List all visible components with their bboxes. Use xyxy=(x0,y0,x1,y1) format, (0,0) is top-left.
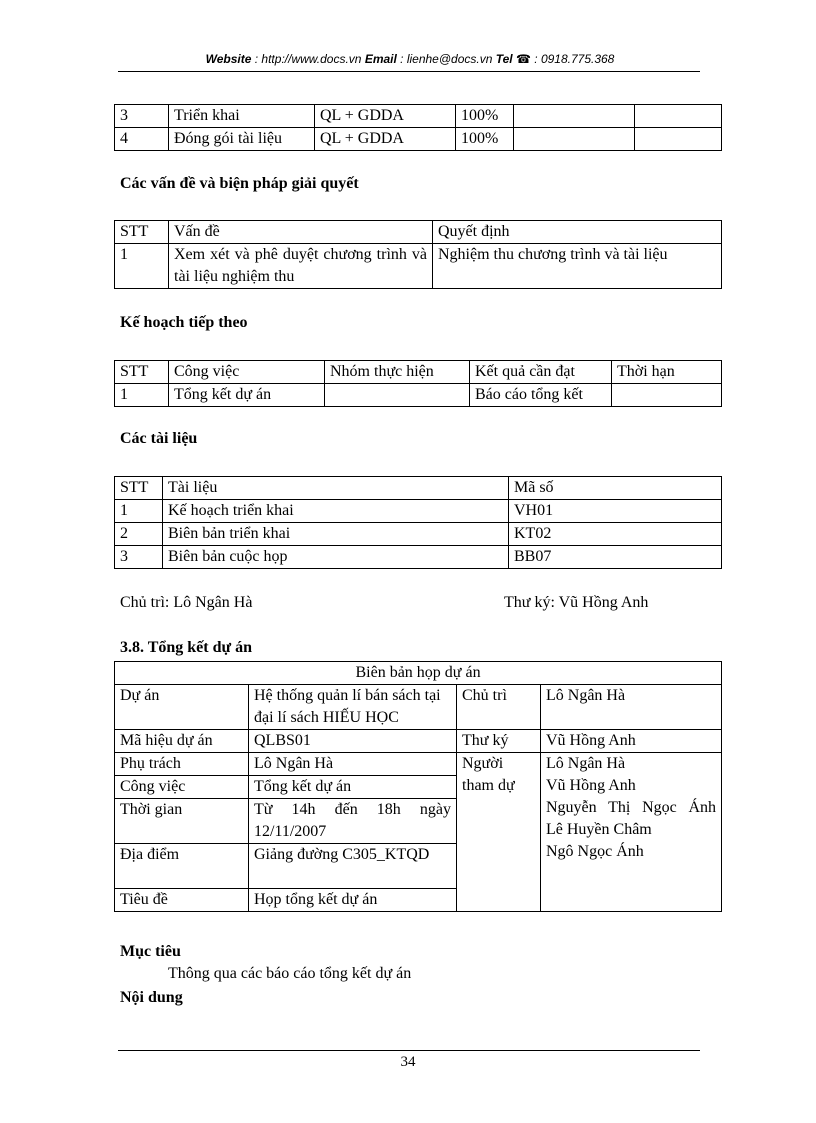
documents-heading: Các tài liệu xyxy=(120,430,198,447)
chair-label: Chủ trì xyxy=(457,685,541,730)
doc-cell: VH01 xyxy=(509,500,722,523)
attendee: Vũ Hồng Anh xyxy=(546,777,636,794)
attendee: Lô Ngân Hà xyxy=(546,755,626,772)
attendee: Ngô Ngọc Ánh xyxy=(546,843,644,860)
attendee: Lê Huyền Châm xyxy=(546,821,652,838)
next-plan-heading: Kế hoạch tiếp theo xyxy=(120,314,248,331)
column-header: Công việc xyxy=(169,361,325,384)
subject-label: Tiêu đề xyxy=(115,889,249,912)
doc-cell: KT02 xyxy=(509,523,722,546)
secretary-value: Vũ Hồng Anh xyxy=(541,730,722,753)
column-header: Tài liệu xyxy=(163,477,509,500)
attendee: Nguyễn Thị Ngọc Ánh xyxy=(546,799,717,816)
summary-heading: 3.8. Tổng kết dự án xyxy=(120,639,253,656)
task-cell: 100% xyxy=(456,128,514,151)
time-label: Thời gian xyxy=(115,799,249,844)
table-row xyxy=(115,128,722,151)
chair-signature: Chủ trì: Lô Ngân Hà xyxy=(120,594,253,611)
table-header-row xyxy=(115,361,722,384)
column-header: Vấn đề xyxy=(169,221,433,244)
task-value: Tổng kết dự án xyxy=(249,776,457,799)
table-row xyxy=(115,500,722,523)
project-label: Dự án xyxy=(115,685,249,730)
doc-cell: 3 xyxy=(115,546,163,569)
documents-table xyxy=(114,476,722,569)
table-row xyxy=(115,384,722,407)
place-value: Giảng đường C305_KTQD xyxy=(249,844,457,889)
task-cell: 3 xyxy=(115,105,169,128)
secretary-signature: Thư ký: Vũ Hồng Anh xyxy=(504,594,649,611)
column-header: STT xyxy=(115,361,169,384)
subject-value: Họp tổng kết dự án xyxy=(249,889,457,912)
code-value: QLBS01 xyxy=(249,730,457,753)
issue-description: Xem xét và phê duyệt chương trình và tài liệu nghiệm thu xyxy=(169,244,433,289)
website-label: Website xyxy=(205,52,252,66)
task-cell xyxy=(514,105,635,128)
table-row xyxy=(115,105,722,128)
summary-table xyxy=(114,661,722,912)
column-header: Thời hạn xyxy=(612,361,722,384)
column-header: STT xyxy=(115,477,163,500)
table-row xyxy=(115,244,722,289)
objective-heading: Mục tiêu xyxy=(120,943,181,960)
doc-cell: 2 xyxy=(115,523,163,546)
email-label: Email xyxy=(364,52,397,66)
phone-icon: ☎ xyxy=(515,52,531,66)
table-header-row xyxy=(115,477,722,500)
doc-cell: Biên bản triển khai xyxy=(163,523,509,546)
footer-divider xyxy=(118,1050,700,1051)
plan-cell: 1 xyxy=(115,384,169,407)
table-row xyxy=(115,546,722,569)
summary-title: Biên bản họp dự án xyxy=(115,662,722,685)
column-header: Kết quả cần đạt xyxy=(470,361,612,384)
secretary-label: Thư ký xyxy=(457,730,541,753)
website-value[interactable]: : http://www.docs.vn xyxy=(251,52,365,66)
plan-cell: Báo cáo tổng kết xyxy=(470,384,612,407)
attendees-list xyxy=(541,753,722,912)
column-header: Quyết định xyxy=(433,221,722,244)
code-label: Mã hiệu dự án xyxy=(115,730,249,753)
attendees-label: Người tham dự xyxy=(457,753,541,912)
table-header-row xyxy=(115,221,722,244)
issue-stt: 1 xyxy=(115,244,169,289)
email-value[interactable]: : lienhe@docs.vn xyxy=(396,52,496,66)
task-cell: QL + GDDA xyxy=(315,128,456,151)
header-divider xyxy=(118,71,700,72)
task-cell: QL + GDDA xyxy=(315,105,456,128)
doc-cell: Biên bản cuộc họp xyxy=(163,546,509,569)
task-cell: Triển khai xyxy=(169,105,315,128)
time-value: Từ 14h đến 18h ngày 12/11/2007 xyxy=(249,799,457,844)
task-cell: 4 xyxy=(115,128,169,151)
task-cell xyxy=(635,105,722,128)
task-table xyxy=(114,104,722,151)
doc-cell: BB07 xyxy=(509,546,722,569)
place-label: Địa điểm xyxy=(115,844,249,889)
lead-value: Lô Ngân Hà xyxy=(249,753,457,776)
plan-cell xyxy=(325,384,470,407)
column-header: Mã số xyxy=(509,477,722,500)
issues-table xyxy=(114,220,722,289)
column-header: Nhóm thực hiện xyxy=(325,361,470,384)
content-heading: Nội dung xyxy=(120,989,183,1006)
lead-label: Phụ trách xyxy=(115,753,249,776)
table-row xyxy=(115,523,722,546)
task-cell: 100% xyxy=(456,105,514,128)
task-cell: Đóng gói tài liệu xyxy=(169,128,315,151)
page-header xyxy=(120,52,700,66)
chair-value: Lô Ngân Hà xyxy=(541,685,722,730)
issues-heading: Các vấn đề và biện pháp giải quyết xyxy=(120,175,359,192)
plan-cell: Tổng kết dự án xyxy=(169,384,325,407)
tel-value: : 0918.775.368 xyxy=(530,52,615,66)
task-cell xyxy=(635,128,722,151)
objective-text: Thông qua các báo cáo tổng kết dự án xyxy=(168,965,412,982)
plan-cell xyxy=(612,384,722,407)
issue-decision: Nghiệm thu chương trình và tài liệu xyxy=(433,244,722,289)
tel-label: Tel xyxy=(495,52,513,66)
page-number: 34 xyxy=(400,1054,416,1070)
task-label: Công việc xyxy=(115,776,249,799)
project-value: Hệ thống quản lí bán sách tại đại lí sách HIẾU HỌC xyxy=(249,685,457,730)
task-cell xyxy=(514,128,635,151)
doc-cell: Kế hoạch triển khai xyxy=(163,500,509,523)
column-header: STT xyxy=(115,221,169,244)
next-plan-table xyxy=(114,360,722,407)
doc-cell: 1 xyxy=(115,500,163,523)
